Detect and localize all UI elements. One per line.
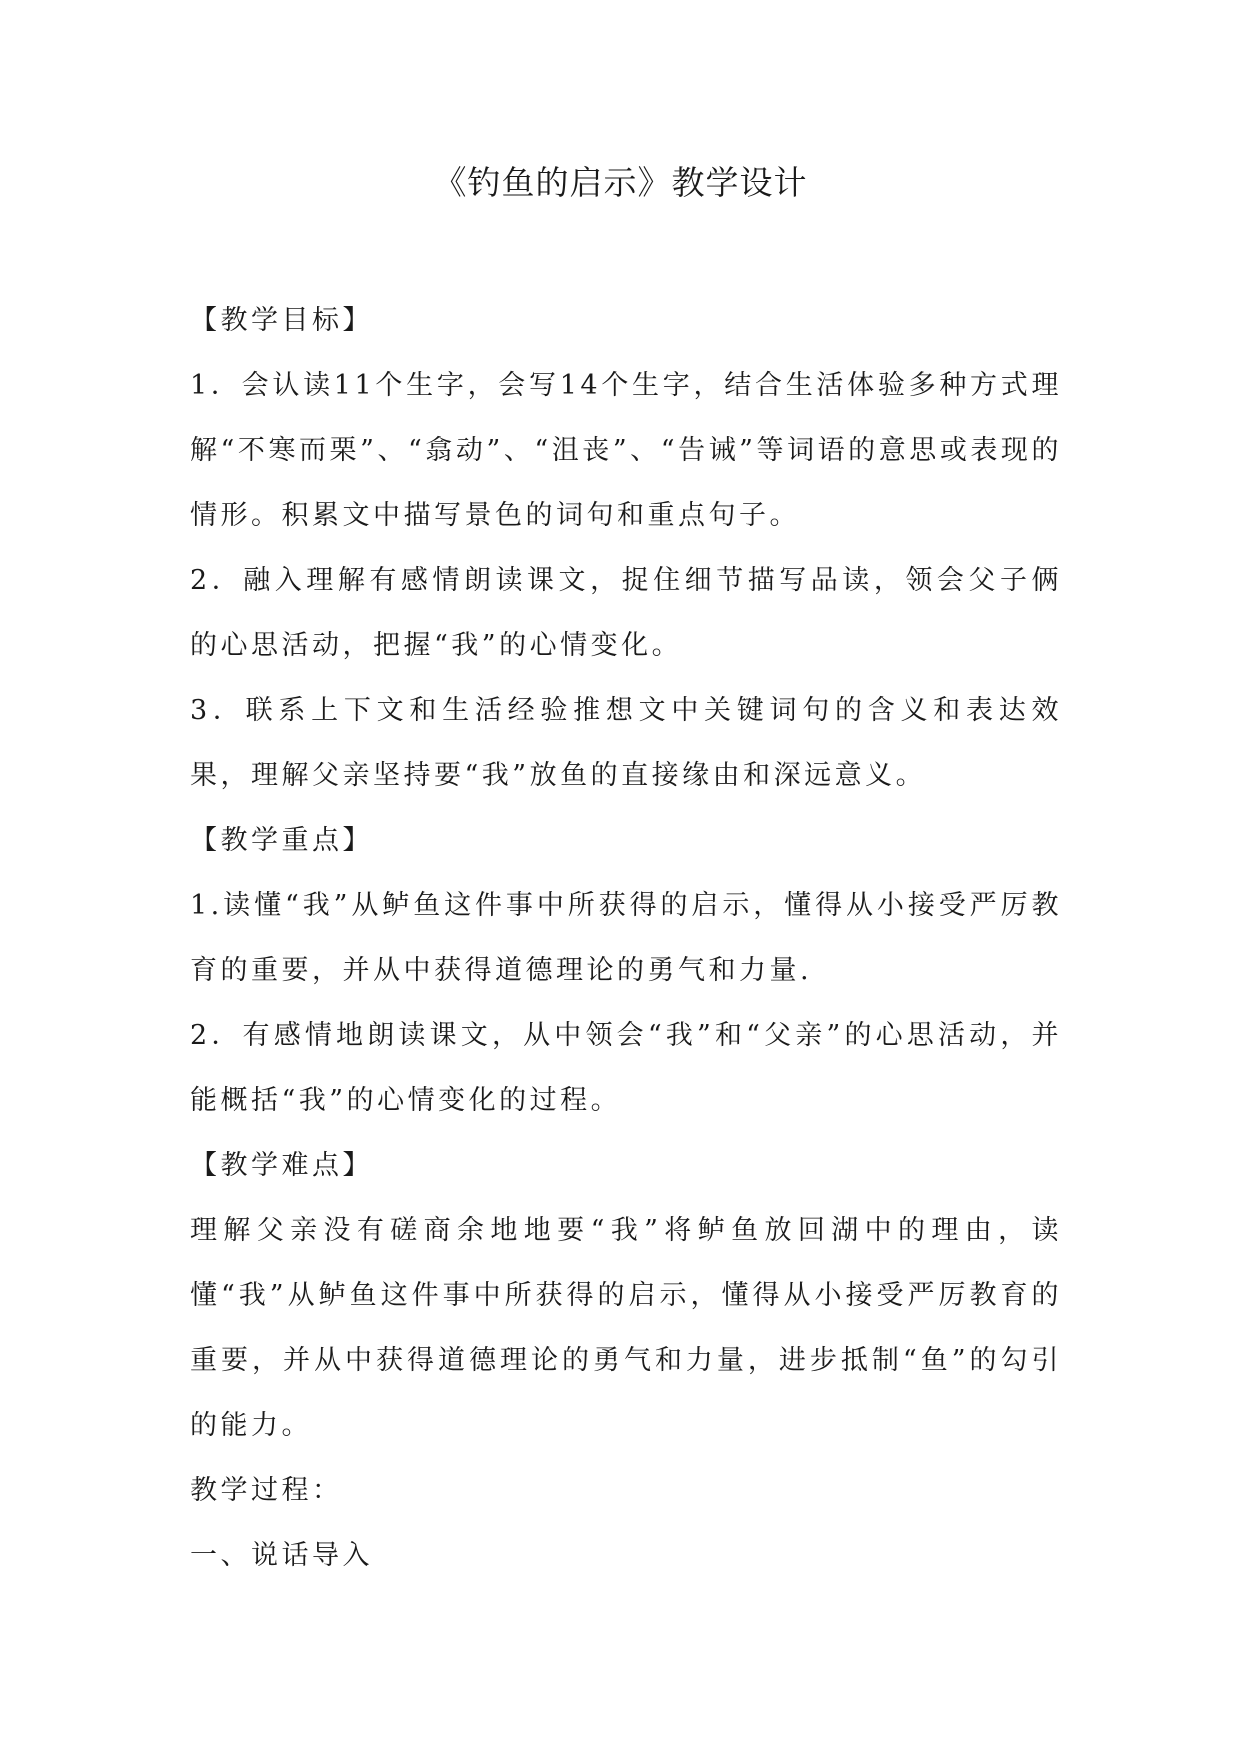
document-title: 《钓鱼的启示》教学设计	[433, 163, 808, 202]
heading-teaching-difficulties: 【教学难点】	[190, 1150, 373, 1181]
heading-teaching-objectives: 【教学目标】	[190, 305, 373, 336]
objective-1: 1．会认读11个生字，会写14个生字，结合生活体验多种方式理解“不寒而栗”、“翕动”、“沮丧”、“告诫”等词语的意思或表现的情形。积累文中描写景色的词句和重点句子。	[190, 370, 1062, 531]
teaching-process-label: 教学过程：	[190, 1475, 343, 1506]
step-1-heading: 一、说话导入	[190, 1540, 373, 1571]
document-body	[190, 288, 1062, 1588]
objective-3: 3．联系上下文和生活经验推想文中关键词句的含义和表达效果，理解父亲坚持要“我”放鱼的直接缘由和深远意义。	[190, 695, 1062, 791]
key-point-1: 1.读懂“我”从鲈鱼这件事中所获得的启示，懂得从小接受严厉教育的重要，并从中获得道德理论的勇气和力量.	[190, 890, 1062, 986]
difficulty-paragraph: 理解父亲没有磋商余地地要“我”将鲈鱼放回湖中的理由，读懂“我”从鲈鱼这件事中所获得的启示，懂得从小接受严厉教育的重要，并从中获得道德理论的勇气和力量，进步抵制“鱼”的勾引的能力。	[190, 1215, 1062, 1441]
objective-2: 2．融入理解有感情朗读课文，捉住细节描写品读，领会父子俩的心思活动，把握“我”的心情变化。	[190, 565, 1062, 661]
heading-teaching-key-points: 【教学重点】	[190, 825, 373, 856]
key-point-2: 2．有感情地朗读课文，从中领会“我”和“父亲”的心思活动，并能概括“我”的心情变化的过程。	[190, 1020, 1062, 1116]
